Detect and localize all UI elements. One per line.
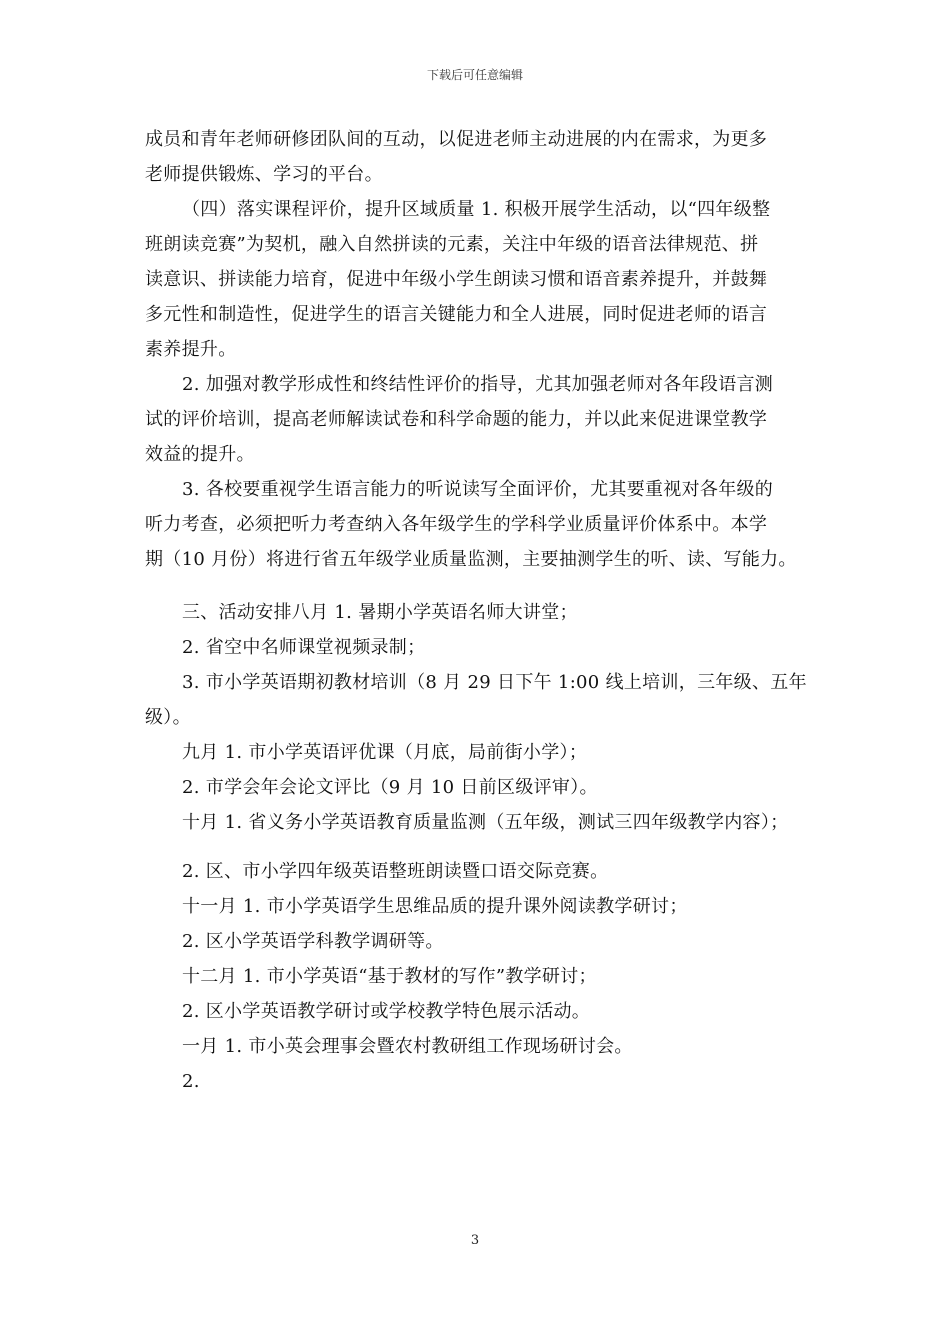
page-header: 下载后可任意编辑: [426, 68, 523, 82]
text-line: 听力考查，必须把听力考查纳入各年级学生的学科学业质量评价体系中。本学: [145, 514, 768, 535]
list-item: 2. 省空中名师课堂视频录制；: [182, 637, 426, 658]
document-body: [145, 122, 810, 1099]
list-item: 2. 区、市小学四年级英语整班朗读暨口语交际竞赛。: [182, 861, 609, 882]
list-item: 3. 市小学英语期初教材培训（8 月 29 日下午 1:00 线上培训，三年级、五年: [182, 672, 807, 693]
section-heading: 三、活动安排八月 1. 暑期小学英语名师大讲堂；: [182, 602, 578, 623]
text-line: 班朗读竞赛”为契机，融入自然拼读的元素，关注中年级的语音法律规范、拼: [145, 234, 759, 255]
text-line: 多元性和制造性，促进学生的语言关键能力和全人进展，同时促进老师的语言: [145, 304, 768, 325]
page-number: 3: [470, 1233, 480, 1248]
text-line: 2. 加强对教学形成性和终结性评价的指导，尤其加强老师对各年段语言测: [182, 374, 774, 395]
text-line: 级）。: [145, 707, 191, 728]
spacer: [145, 840, 810, 854]
list-item: 十二月 1. 市小学英语“基于教材的写作”教学研讨；: [182, 966, 597, 987]
list-item: 十月 1. 省义务小学英语教育质量监测（五年级，测试三四年级教学内容）；: [182, 812, 789, 833]
list-item: 2.: [182, 1071, 200, 1092]
list-item: 九月 1. 市小学英语评优课（月底，局前街小学）；: [182, 742, 588, 763]
list-item: 十一月 1. 市小学英语学生思维品质的提升课外阅读教学研讨；: [182, 896, 688, 917]
text-line: 期（10 月份）将进行省五年级学业质量监测，主要抽测学生的听、读、写能力。: [145, 549, 797, 570]
spacer: [145, 577, 810, 595]
text-line: 试的评价培训，提高老师解读试卷和科学命题的能力，并以此来促进课堂教学: [145, 409, 768, 430]
text-line: 老师提供锻炼、学习的平台。: [145, 164, 383, 185]
text-line: 读意识、拼读能力培育，促进中年级小学生朗读习惯和语音素养提升，并鼓舞: [145, 269, 768, 290]
list-item: 2. 区小学英语学科教学调研等。: [182, 931, 444, 952]
text-line: 3. 各校要重视学生语言能力的听说读写全面评价，尤其要重视对各年级的: [182, 479, 774, 500]
text-line: 效益的提升。: [145, 444, 255, 465]
list-item: 一月 1. 市小英会理事会暨农村教研组工作现场研讨会。: [182, 1036, 633, 1057]
section-heading: （四）落实课程评价，提升区域质量 1. 积极开展学生活动，以“四年级整: [182, 199, 771, 220]
list-item: 2. 市学会年会论文评比（9 月 10 日前区级评审）。: [182, 777, 598, 798]
list-item: 2. 区小学英语教学研讨或学校教学特色展示活动。: [182, 1001, 591, 1022]
text-line: 成员和青年老师研修团队间的互动，以促进老师主动进展的内在需求，为更多: [145, 129, 768, 150]
text-line: 素养提升。: [145, 339, 237, 360]
